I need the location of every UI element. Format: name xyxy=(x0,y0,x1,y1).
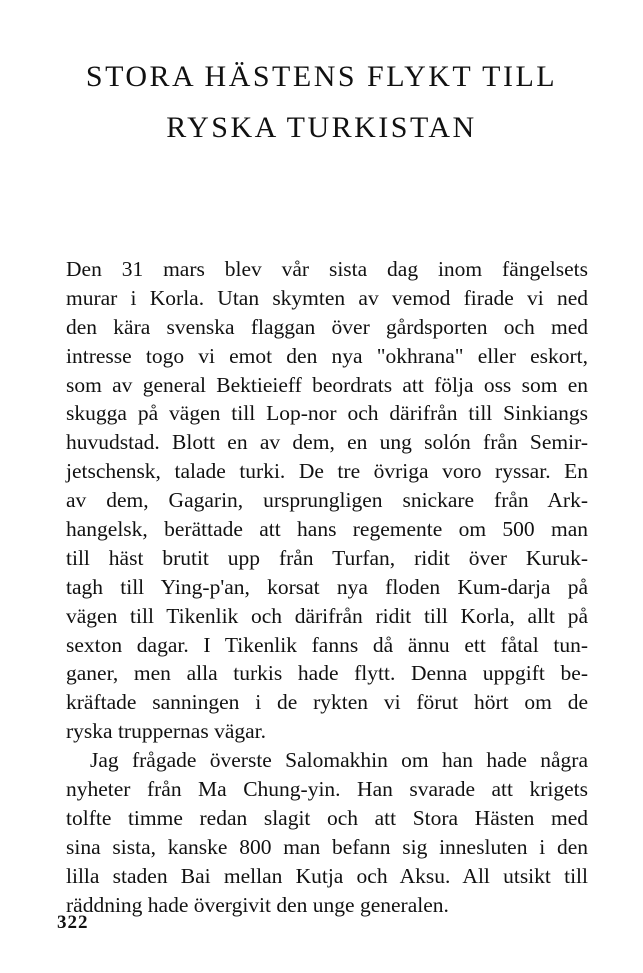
text-line: Den 31 mars blev vår sista dag inom fängelsets xyxy=(66,257,588,281)
body-text xyxy=(66,255,588,919)
text-line: huvudstad. Blott en av dem, en ung solón från Semir- xyxy=(66,430,588,455)
text-line: ganer, men alla turkis hade flytt. Denna uppgift be- xyxy=(66,661,588,686)
chapter-title-line-1: STORA HÄSTENS FLYKT TILL xyxy=(85,60,558,93)
text-line: tagh till Ying-p'an, korsat nya floden Kum-darja på xyxy=(66,574,588,599)
text-line: sexton dagar. I Tikenlik fanns då ännu ett fåtal tun- xyxy=(66,632,588,657)
text-line: nyheter från Ma Chung-yin. Han svarade att krigets xyxy=(66,777,588,802)
paragraph-1 xyxy=(66,255,588,746)
text-line: skugga på vägen till Lop-nor och därifrån till Sinkiangs xyxy=(66,401,588,426)
text-line: kräftade sanningen i de rykten vi förut hört om de xyxy=(66,690,588,715)
text-line: murar i Korla. Utan skymten av vemod firade vi ned xyxy=(66,285,588,310)
text-line: lilla staden Bai mellan Kutja och Aksu. All utsikt till xyxy=(66,863,588,888)
text-line: räddning hade övergivit den unge generalen. xyxy=(66,892,449,917)
chapter-title-line-2: RYSKA TURKISTAN xyxy=(166,111,477,144)
text-line: till häst brutit upp från Turfan, ridit över Kuruk- xyxy=(66,545,588,570)
text-line: tolfte timme redan slagit och att Stora Hästen med xyxy=(66,805,588,830)
page-number: 322 xyxy=(57,912,89,933)
text-line: sina sista, kanske 800 man befann sig innesluten i den xyxy=(66,834,588,859)
text-line: intresse togo vi emot den nya "okhrana" eller eskort, xyxy=(66,343,588,368)
text-line: ryska truppernas vägar. xyxy=(66,719,266,744)
text-line: den kära svenska flaggan över gårdsporten och med xyxy=(66,314,588,339)
text-line: jetschensk, talade turki. De tre övriga voro ryssar. En xyxy=(66,459,588,484)
text-line: hangelsk, berättade att hans regemente om 500 man xyxy=(66,517,588,542)
text-line: vägen till Tikenlik och därifrån ridit till Korla, allt på xyxy=(66,603,588,628)
text-line: av dem, Gagarin, ursprungligen snickare från Ark- xyxy=(66,488,588,513)
paragraph-2 xyxy=(66,746,588,919)
text-line: som av general Bektieieff beordrats att följa oss som en xyxy=(66,372,588,397)
text-line: Jag frågade överste Salomakhin om han hade några xyxy=(90,748,588,773)
